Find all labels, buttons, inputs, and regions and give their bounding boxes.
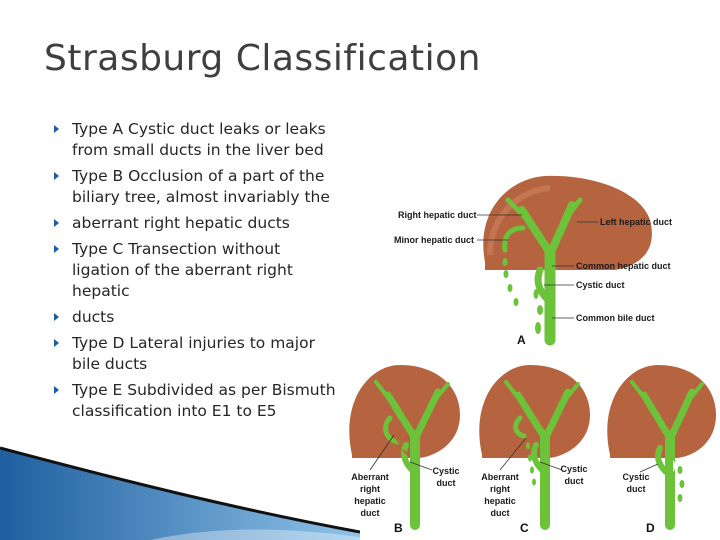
label-cystic-duct-d: Cystic duct — [622, 472, 650, 494]
label-common-bile-duct: Common bile duct — [576, 313, 655, 323]
bullet-arrow-icon — [54, 313, 59, 321]
bullet-text: aberrant right hepatic ducts — [72, 214, 290, 232]
bile-duct-injury-figure — [340, 170, 720, 540]
bullet-text: Type D Lateral injuries to major bile ducts — [72, 334, 315, 373]
label-cystic-duct-b: Cystic duct — [432, 466, 460, 488]
panel-a-letter: A — [517, 333, 526, 347]
label-aberrant-duct-b: Aberrant right hepatic duct — [351, 472, 389, 518]
label-minor-hepatic-duct: Minor hepatic duct — [394, 235, 475, 245]
bullet-text: ducts — [72, 308, 115, 326]
bullet-item — [48, 213, 338, 234]
label-common-hepatic-duct: Common hepatic duct — [576, 261, 671, 271]
panel-c-letter: C — [520, 521, 529, 535]
bullet-item — [48, 119, 338, 161]
bullet-list — [48, 119, 338, 427]
slide-title: Strasburg Classification — [44, 38, 481, 79]
panel-d-letter: D — [646, 521, 655, 535]
bullet-arrow-icon — [54, 125, 59, 133]
bullet-item — [48, 166, 338, 208]
decorative-swoosh — [0, 440, 360, 540]
bullet-text: Type A Cystic duct leaks or leaks from small ducts in the liver bed — [72, 120, 326, 159]
panel-b-letter: B — [394, 521, 403, 535]
bullet-item — [48, 239, 338, 302]
bullet-item — [48, 380, 338, 422]
bullet-text: Type C Transection without ligation of the aberrant right hepatic — [72, 240, 293, 300]
bullet-text: Type E Subdivided as per Bismuth classification into E1 to E5 — [72, 381, 336, 420]
label-left-hepatic-duct: Left hepatic duct — [600, 217, 673, 227]
bullet-arrow-icon — [54, 339, 59, 347]
label-cystic-duct-c: Cystic duct — [560, 464, 588, 486]
label-cystic-duct-a: Cystic duct — [576, 280, 625, 290]
bullet-text: Type B Occlusion of a part of the biliary tree, almost invariably the — [72, 167, 330, 206]
bullet-item — [48, 333, 338, 375]
bullet-arrow-icon — [54, 245, 59, 253]
panel-d-illustration — [607, 365, 716, 525]
label-right-hepatic-duct: Right hepatic duct — [398, 210, 477, 220]
bullet-arrow-icon — [54, 219, 59, 227]
bullet-item — [48, 307, 338, 328]
label-aberrant-duct-c: Aberrant right hepatic duct — [481, 472, 519, 518]
bullet-arrow-icon — [54, 172, 59, 180]
bullet-arrow-icon — [54, 386, 59, 394]
